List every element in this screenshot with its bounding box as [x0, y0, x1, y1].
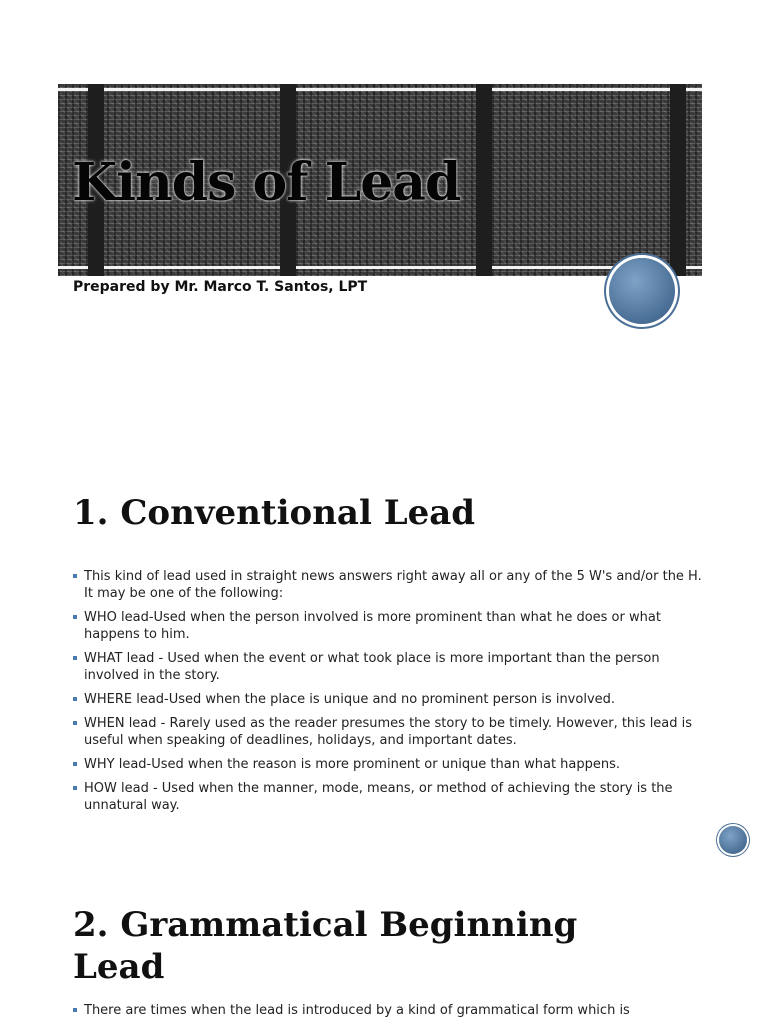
list-item: There are times when the lead is introduced by a kind of grammatical form which is: [73, 1002, 703, 1019]
banner-bar: [476, 84, 492, 276]
slide-subtitle: Prepared by Mr. Marco T. Santos, LPT: [73, 279, 368, 295]
section-title: 1. Conventional Lead: [73, 493, 476, 533]
list-item: WHERE lead-Used when the place is unique and no prominent person is involved.: [73, 691, 703, 708]
banner-bar: [670, 84, 686, 276]
list-item: WHO lead-Used when the person involved is more prominent than what he does or what happens to him.: [73, 609, 703, 643]
bullet-list: [73, 1002, 703, 1019]
list-item: This kind of lead used in straight news answers right away all or any of the 5 W's and/or the H. It may be one of the following:: [73, 568, 703, 602]
banner-bottom-stripe: [58, 266, 702, 269]
list-item: HOW lead - Used when the manner, mode, means, or method of achieving the story is the unnatural way.: [73, 780, 703, 814]
slide-title: Kinds of Lead: [72, 152, 461, 213]
bullet-list: [73, 568, 703, 821]
banner-top-stripe: [58, 88, 702, 91]
section-title: 2. Grammatical Beginning Lead: [73, 905, 578, 987]
title-banner: [58, 84, 702, 276]
decorative-circle-icon: [719, 826, 747, 854]
list-item: WHY lead-Used when the reason is more prominent or unique than what happens.: [73, 756, 703, 773]
list-item: WHEN lead - Rarely used as the reader presumes the story to be timely. However, this lead is useful when speaking of deadlines, holidays, and important dates.: [73, 715, 703, 749]
decorative-circle-icon: [609, 258, 675, 324]
list-item: WHAT lead - Used when the event or what took place is more important than the person involved in the story.: [73, 650, 703, 684]
